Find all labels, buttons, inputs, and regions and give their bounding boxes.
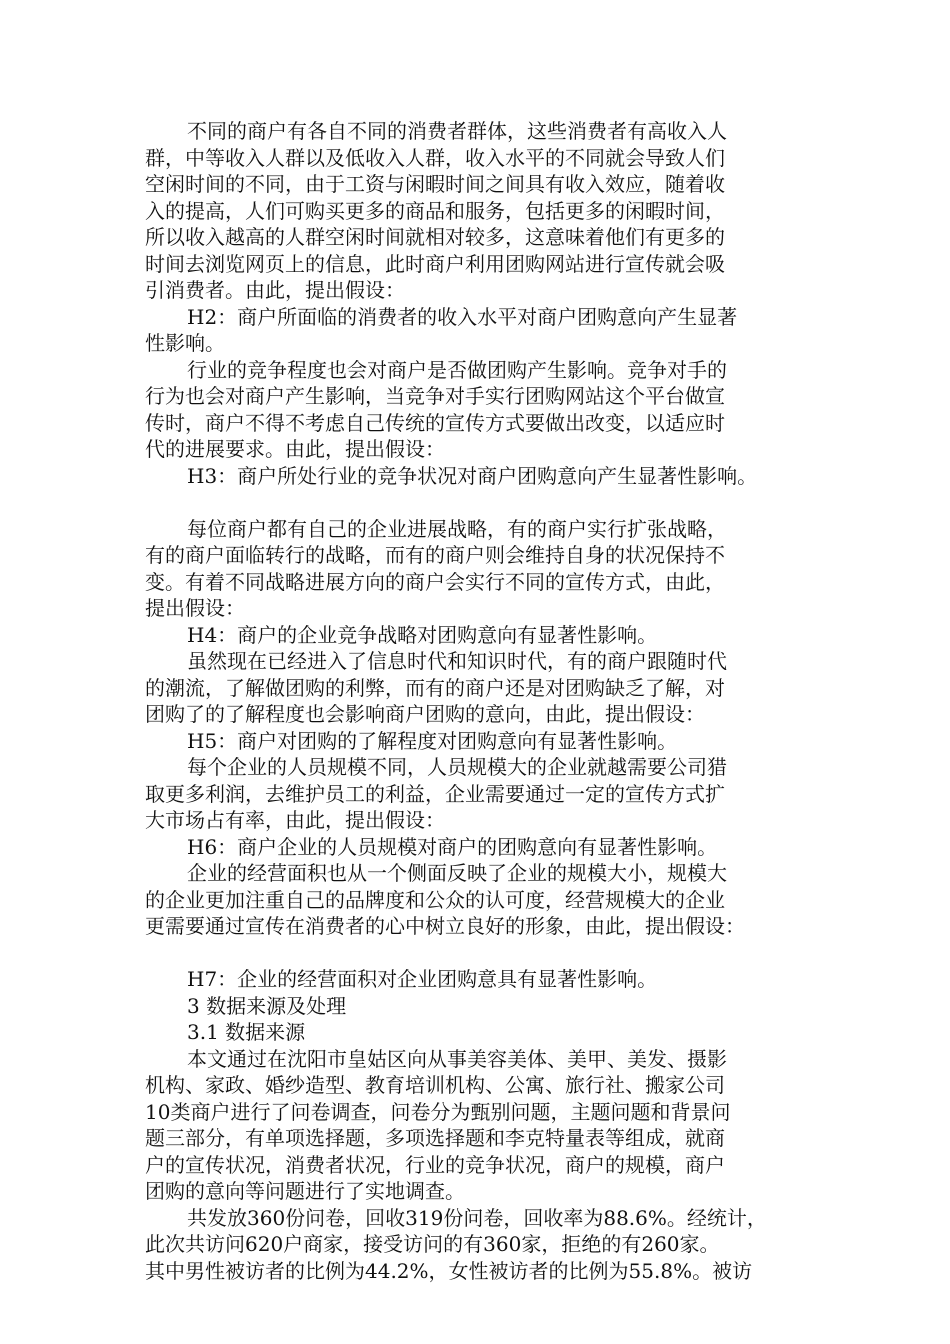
text-line: 更需要通过宣传在消费者的心中树立良好的形象，由此，提出假设：	[145, 914, 745, 938]
text-line: 时间去浏览网页上的信息，此时商户利用团购网站进行宣传就会吸	[145, 251, 725, 276]
text-line: H5：商户对团购的了解程度对团购意向有显著性影响。	[187, 728, 678, 753]
text-line: 大市场占有率，由此，提出假设：	[145, 808, 445, 832]
text-line: 提出假设：	[145, 596, 245, 620]
text-line: 本文通过在沈阳市皇姑区向从事美容美体、美甲、美发、摄影	[187, 1046, 727, 1071]
text-line: 团购的意向等问题进行了实地调查。	[145, 1179, 465, 1203]
text-line: 共发放360份问卷，回收319份问卷，回收率为88.6%。经统计，	[187, 1205, 767, 1230]
text-line: H6：商户企业的人员规模对商户的团购意向有显著性影响。	[187, 834, 718, 859]
text-line: 3.1 数据来源	[187, 1020, 306, 1044]
text-line: 行为也会对商户产生影响，当竞争对手实行团购网站这个平台做宣	[145, 384, 725, 408]
text-line: 其中男性被访者的比例为44.2%，女性被访者的比例为55.8%。被访	[145, 1258, 753, 1283]
text-line: H4：商户的企业竞争战略对团购意向有显著性影响。	[187, 622, 658, 647]
text-line: H2：商户所面临的消费者的收入水平对商户团购意向产生显著	[187, 304, 738, 329]
text-line: 性影响。	[145, 331, 225, 355]
blank-line	[145, 489, 815, 516]
text-line: 此次共访问620户商家，接受访问的有360家，拒绝的有260家。	[145, 1232, 720, 1256]
text-line: 所以收入越高的人群空闲时间就相对较多，这意味着他们有更多的	[145, 225, 725, 249]
text-line: 代的进展要求。由此，提出假设：	[145, 437, 445, 461]
text-line: 传时，商户不得不考虑自己传统的宣传方式要做出改变，以适应时	[145, 410, 725, 435]
text-line: 的企业更加注重自己的品牌度和公众的认可度，经营规模大的企业	[145, 887, 725, 912]
text-line: 3 数据来源及处理	[187, 993, 347, 1018]
text-line: 变。有着不同战略进展方向的商户会实行不同的宣传方式，由此，	[145, 569, 725, 594]
text-line: 空闲时间的不同，由于工资与闲暇时间之间具有收入效应，随着收	[145, 172, 725, 196]
text-line: H7：企业的经营面积对企业团购意具有显著性影响。	[187, 967, 658, 991]
text-line: 每个企业的人员规模不同，人员规模大的企业就越需要公司猎	[187, 755, 727, 779]
text-line: 行业的竞争程度也会对商户是否做团购产生影响。竞争对手的	[187, 357, 727, 382]
text-line: H3：商户所处行业的竞争状况对商户团购意向产生显著性影响。	[187, 463, 758, 488]
text-line: 入的提高，人们可购买更多的商品和服务，包括更多的闲暇时间，	[145, 198, 725, 223]
text-line: 10类商户进行了问卷调查，问卷分为甄别问题，主题问题和背景问	[145, 1099, 731, 1124]
text-line: 取更多利润，去维护员工的利益，企业需要通过一定的宣传方式扩	[145, 781, 725, 806]
text-line: 有的商户面临转行的战略，而有的商户则会维持自身的状况保持不	[145, 543, 725, 567]
text-line: 的潮流，了解做团购的利弊，而有的商户还是对团购缺乏了解，对	[145, 675, 725, 700]
text-line: 团购了的了解程度也会影响商户团购的意向，由此，提出假设：	[145, 702, 705, 726]
text-line: 每位商户都有自己的企业进展战略，有的商户实行扩张战略，	[187, 516, 727, 541]
text-line: 题三部分，有单项选择题，多项选择题和李克特量表等组成，就商	[145, 1126, 725, 1150]
document-body	[145, 118, 815, 1284]
text-line: 引消费者。由此，提出假设：	[145, 278, 405, 302]
blank-line	[145, 940, 815, 967]
text-line: 不同的商户有各自不同的消费者群体，这些消费者有高收入人	[187, 119, 727, 143]
text-line: 户的宣传状况，消费者状况，行业的竞争状况，商户的规模，商户	[145, 1152, 725, 1177]
text-line: 机构、家政、婚纱造型、教育培训机构、公寓、旅行社、搬家公司	[145, 1073, 725, 1097]
text-line: 群，中等收入人群以及低收入人群，收入水平的不同就会导致人们	[145, 145, 725, 170]
text-line: 虽然现在已经进入了信息时代和知识时代，有的商户跟随时代	[187, 649, 727, 673]
text-line: 企业的经营面积也从一个侧面反映了企业的规模大小，规模大	[187, 861, 727, 885]
